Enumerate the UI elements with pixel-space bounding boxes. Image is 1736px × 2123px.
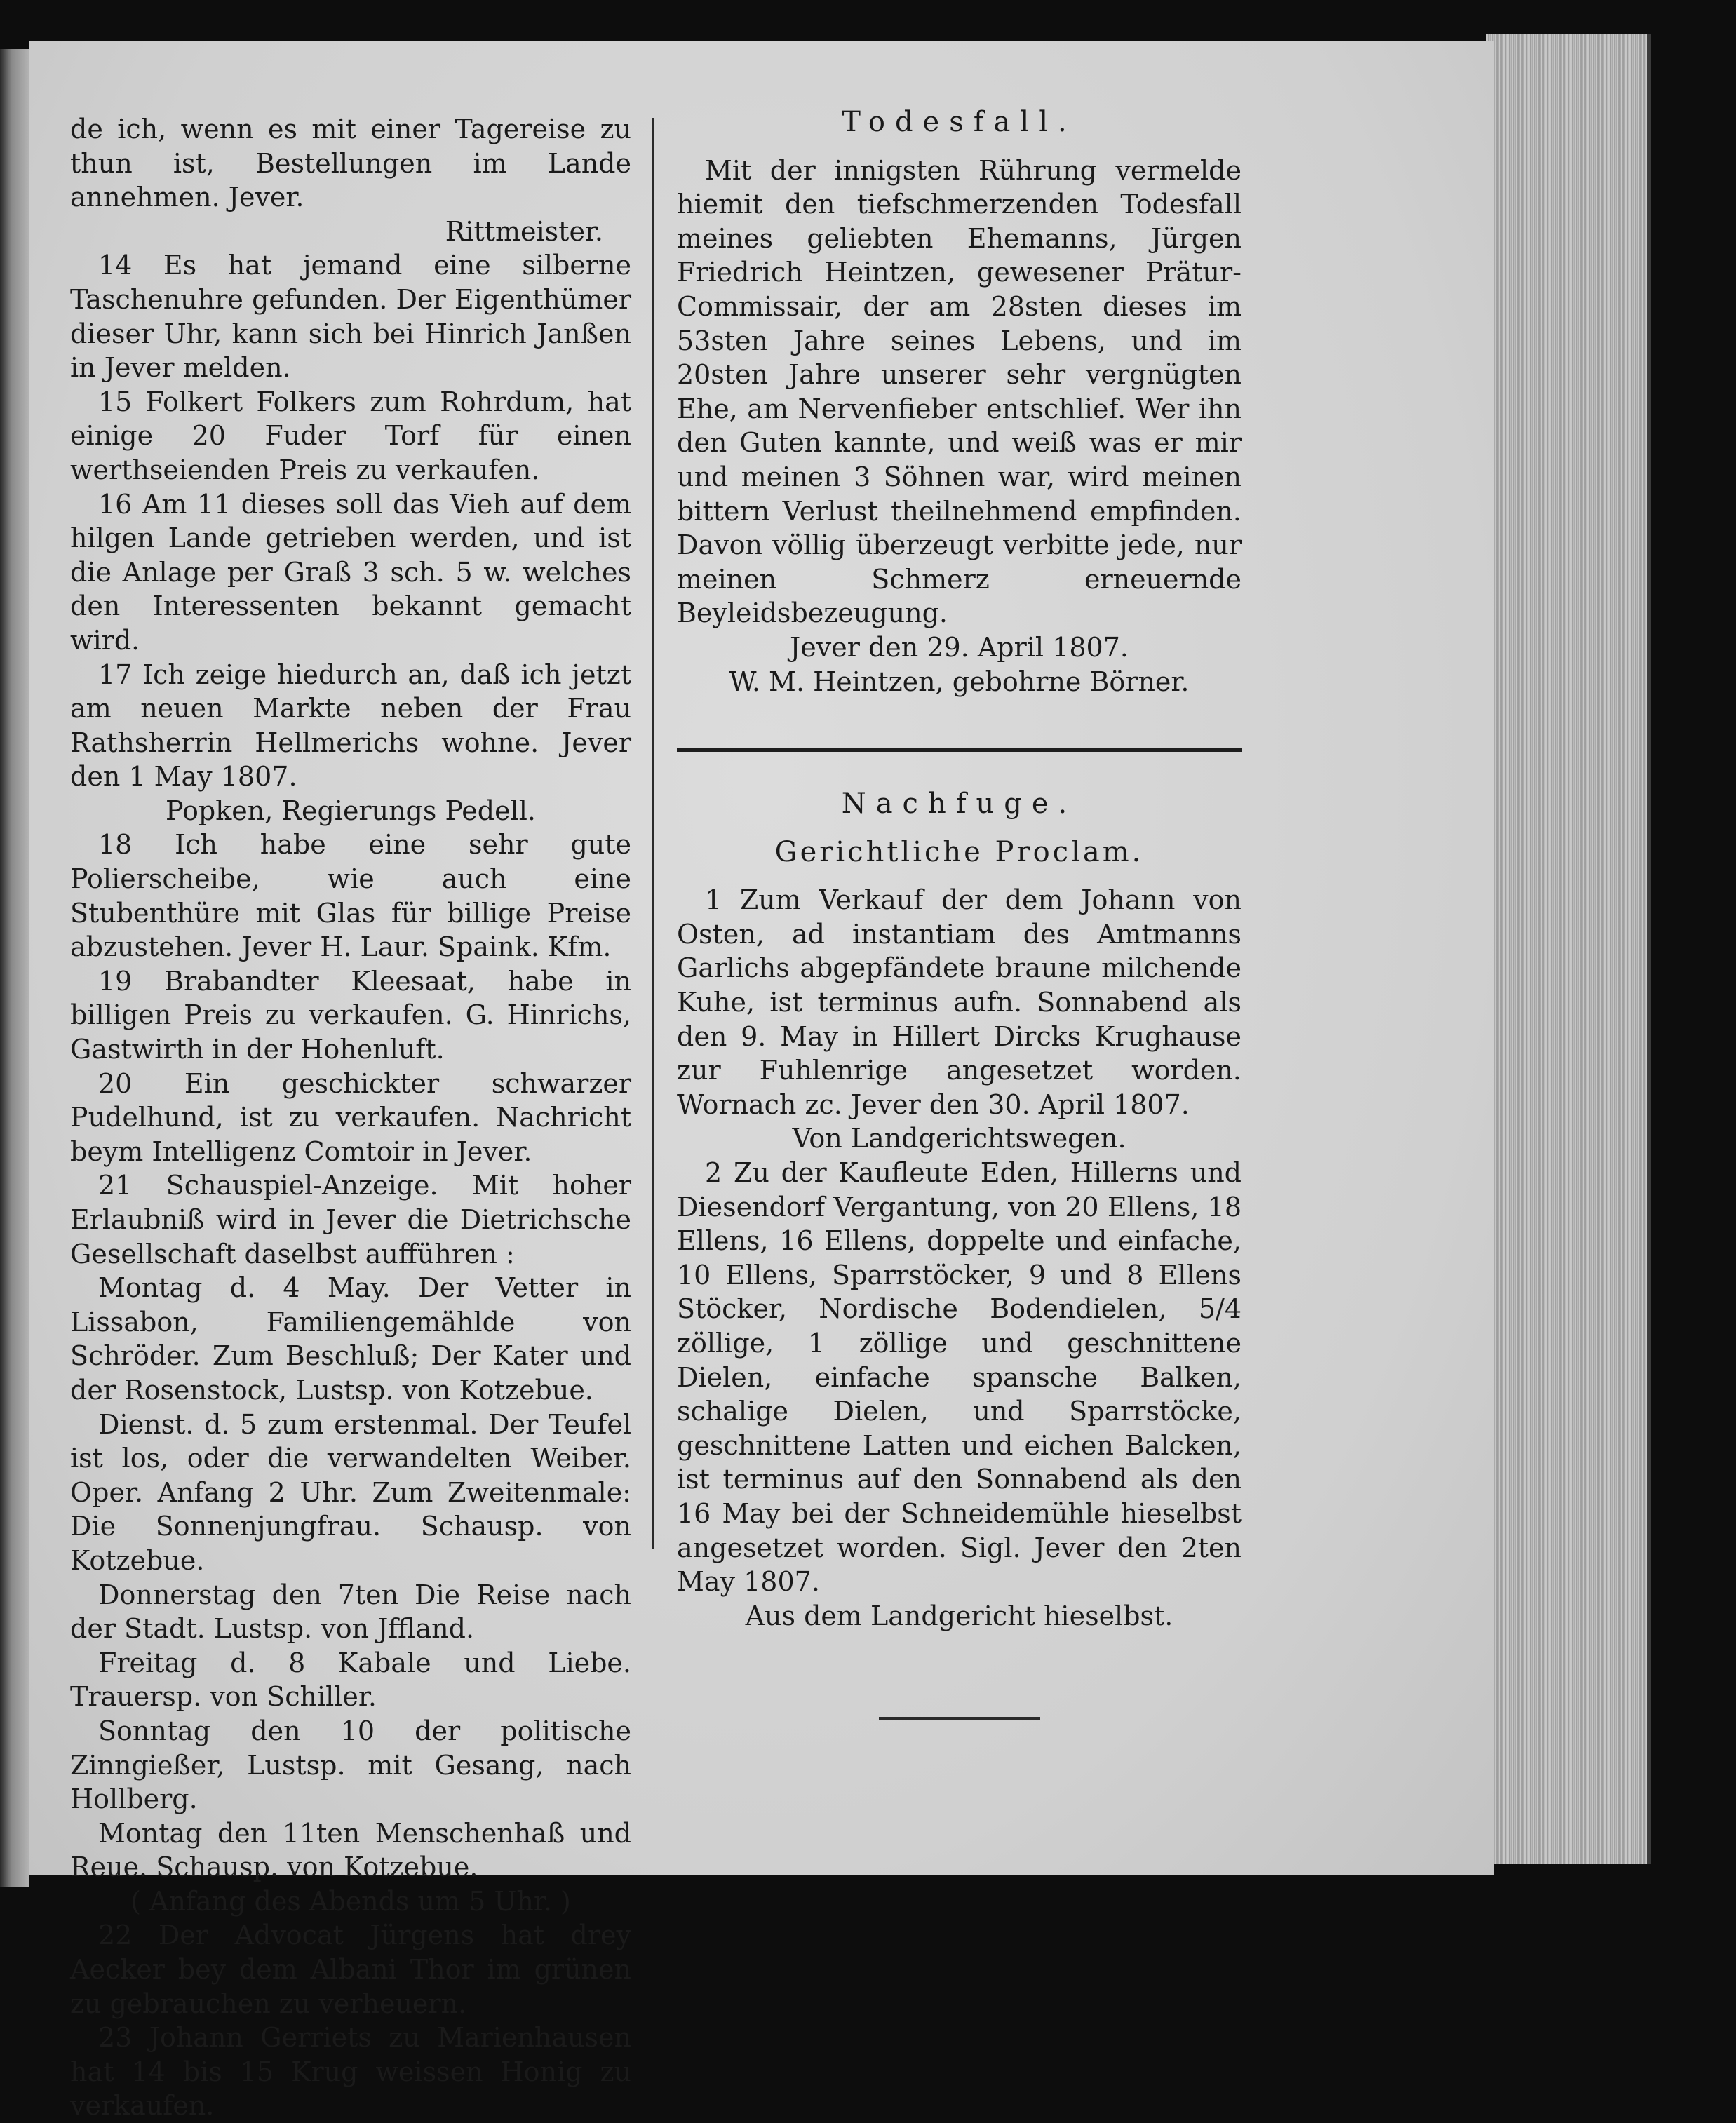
proclamation-heading: Gerichtliche Proclam. bbox=[774, 835, 1144, 868]
proclamation-2-signature: Aus dem Landgericht hieselbst. bbox=[745, 1600, 1173, 1631]
playbill-start-time: ( Anfang des Abends um 5 Uhr. ) bbox=[130, 1885, 571, 1917]
notice-23: 23 Johann Gerriets zu Marienhausen hat 14 bis 15 Krug weissen Honig zu verkaufen. bbox=[70, 2022, 631, 2122]
playbill-thursday: Donnerstag den 7ten Die Reise nach der Stadt. Lustsp. von Jffland. bbox=[70, 1579, 631, 1645]
notice-signature: Rittmeister. bbox=[445, 215, 603, 247]
proclamation-2: 2 Zu der Kaufleute Eden, Hillerns und Diesendorf Vergantung, von 20 Ellens, 18 Ellens, 16 Ellens, doppelte und einfache, 10 Ellens, Sparrstöcker, 9 und 8 Ellens Stöcker, Nordische Bodendielen, 5/4 zöllige, 1 zöllige und geschnittene Dielen, einfache spansche Balken, schalige Dielen, und Sparrstöcke, geschnittene Latten und eichen Balcken, ist terminus auf den Sonnabend als den 16 May bei der Schneidemühle hieselbst angesetzet worden. Sigl. Jever den 2ten May 1807. bbox=[677, 1157, 1242, 1598]
notice-16: 16 Am 11 dieses soll das Vieh auf dem hilgen Lande getrieben werden, und ist die Anlage per Graß 3 sch. 5 w. welches den Interessenten bekannt gemacht wird. bbox=[70, 488, 631, 656]
playbill-monday-2: Montag den 11ten Menschenhaß und Reue. Schausp. von Kotzebue. bbox=[70, 1817, 631, 1883]
playbill-sunday: Sonntag den 10 der politische Zinngießer, Lustsp. mit Gesang, nach Hollberg. bbox=[70, 1715, 631, 1815]
notice-14: 14 Es hat jemand eine silberne Taschenuhre gefunden. Der Eigenthümer dieser Uhr, kann sich bei Hinrich Janßen in Jever melden. bbox=[70, 250, 631, 384]
left-column bbox=[70, 112, 631, 2123]
notice-20: 20 Ein geschickter schwarzer Pudelhund, ist zu verkaufen. Nachricht beym Intelligenz Comtoir in Jever. bbox=[70, 1067, 631, 1167]
facing-page-edge bbox=[0, 49, 29, 1887]
proclamation-1-signature: Von Landgerichtswegen. bbox=[792, 1123, 1126, 1154]
section-rule bbox=[677, 748, 1242, 752]
closing-rule bbox=[879, 1717, 1040, 1720]
book-fore-edge bbox=[1486, 34, 1651, 1864]
right-column bbox=[677, 105, 1242, 1720]
notice-17-signature: Popken, Regierungs Pedell. bbox=[165, 795, 536, 826]
supplement-heading: Nachfuge. bbox=[841, 788, 1077, 821]
notice-18: 18 Ich habe eine sehr gute Polierscheibe, wie auch eine Stubenthüre mit Glas für billige Preise abzustehen. Jever H. Laur. Spaink. Kfm. bbox=[70, 829, 631, 963]
proclamation-1: 1 Zum Verkauf der dem Johann von Osten, ad instantiam des Amtmanns Garlichs abgepfändete braune milchende Kuhe, ist terminus aufn. Sonnabend als den 9. May in Hillert Dircks Krughause zur Fuhlenrige angesetzet worden. Wornach zc. Jever den 30. April 1807. bbox=[677, 884, 1242, 1120]
notice-22: 22 Der Advocat Jürgens hat drey Aecker bey dem Albani Thor im grünen zu gebrauchen zu verheuern. bbox=[70, 1920, 631, 2019]
death-notice-heading: Todesfall. bbox=[842, 106, 1077, 138]
death-notice-text: Mit der innigsten Rührung vermelde hiemit den tiefschmerzenden Todesfall meines geliebten Ehemanns, Jürgen Friedrich Heintzen, gewesener Prätur-Commissair, der am 28sten dieses im 53sten Jahre seines Lebens, und im 20sten Jahre unserer sehr vergnügten Ehe, am Nervenfieber entschlief. Wer ihn den Guten kannte, und weiß was er mir und meinen 3 Söhnen war, wird meinen bittern Verlust theilnehmend empfinden. Davon völlig überzeugt verbitte jede, nur meinen Schmerz erneuernde Beyleidsbezeugung. bbox=[677, 154, 1242, 629]
death-notice-date: Jever den 29. April 1807. bbox=[790, 631, 1129, 663]
playbill-tuesday: Dienst. d. 5 zum erstenmal. Der Teufel ist los, oder die verwandelten Weiber. Oper. Anfang 2 Uhr. Zum Zweitenmale: Die Sonnenjungfrau. Schausp. von Kotzebue. bbox=[70, 1408, 631, 1576]
column-divider bbox=[652, 118, 654, 1549]
notice-21: 21 Schauspiel-Anzeige. Mit hoher Erlaubniß wird in Jever die Dietrichsche Gesellschaft daselbst aufführen : bbox=[70, 1170, 631, 1269]
playbill-monday: Montag d. 4 May. Der Vetter in Lissabon, Familiengemählde von Schröder. Zum Beschluß; Der Kater und der Rosenstock, Lustsp. von Kotzebue. bbox=[70, 1272, 631, 1406]
notice-15: 15 Folkert Folkers zum Rohrdum, hat einige 20 Fuder Torf für einen werthseienden Preis zu verkaufen. bbox=[70, 386, 631, 485]
death-notice-signature: W. M. Heintzen, gebohrne Börner. bbox=[729, 666, 1190, 697]
notice-17: 17 Ich zeige hiedurch an, daß ich jetzt am neuen Markte neben der Frau Rathsherrin Hellmerichs wohne. Jever den 1 May 1807. bbox=[70, 659, 631, 793]
playbill-friday: Freitag d. 8 Kabale und Liebe. Trauersp. von Schiller. bbox=[70, 1647, 631, 1713]
notice-19: 19 Brabandter Kleesaat, habe in billigen Preis zu verkaufen. G. Hinrichs, Gastwirth in der Hohenluft. bbox=[70, 965, 631, 1065]
notice-continuation: de ich, wenn es mit einer Tagereise zu thun ist, Bestellungen im Lande annehmen. Jever. bbox=[70, 114, 631, 213]
